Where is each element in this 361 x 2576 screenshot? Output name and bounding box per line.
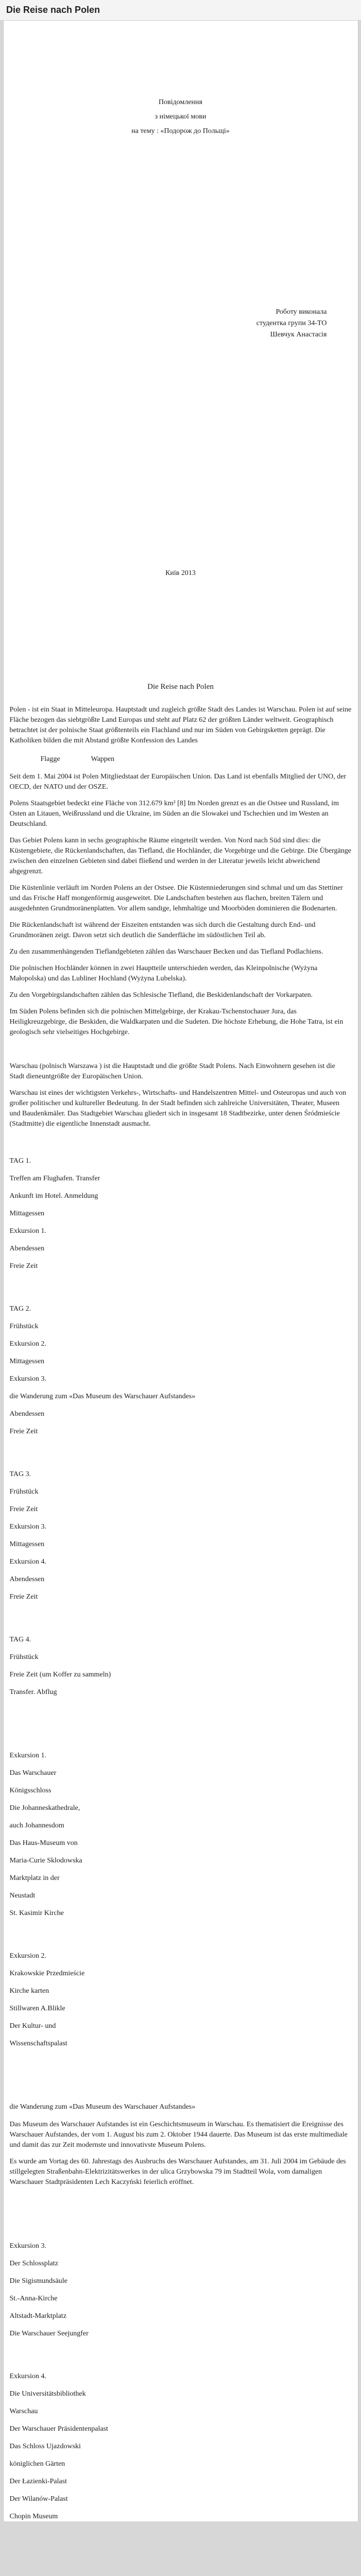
- excursion-stop: Die Johanneskathedrale,: [9, 1804, 80, 1812]
- excursion-stop: Der Kultur- und: [9, 2022, 56, 2030]
- body-paragraph: Warschau (polnisch Warszawa ) ist die Hauptstadt und die größte Stadt Polens. Nach Einwohnern gesehen ist die Stadt dieneuntgrößte der Europäischen Union.: [9, 1062, 335, 1080]
- excursion-stop: Stillwaren A.Blikle: [9, 2005, 65, 2012]
- itinerary-item: Frühstück: [9, 1653, 39, 1661]
- excursion-stop: Der Warschauer Präsidentenpalast: [9, 2425, 108, 2433]
- museum-title: die Wanderung zum «Das Museum des Warschauer Aufstandes»: [9, 2103, 196, 2111]
- itinerary-item: Exkursion 3.: [9, 1375, 47, 1383]
- excursion-stop: Wissenschaftspalast: [9, 2040, 67, 2047]
- excursion-stop: Der Schlossplatz: [9, 2260, 58, 2267]
- itinerary-item: Freie Zeit: [9, 1593, 38, 1601]
- body-paragraph: Das Gebiet Polens kann in sechs geographische Räume eingeteilt werden. Von Nord nach Süd sind dies: die Küstengebiete, die Rückenlandschaften, das Tiefland, die Hochländer, die Vorgebirge und die Gebirge. Die Übergänge zwischen den einzelnen Gebieten sind dabei fließend und werden in der Literatur jeweils leicht abweichend abgegrenzt.: [9, 837, 351, 875]
- excursion: [10, 2241, 352, 2338]
- excursion-stop: Neustadt: [9, 1892, 36, 1900]
- excursion-stop: Die Universitätsbibliothek: [9, 2390, 86, 2398]
- flag-coat-of-arms-labels: [10, 754, 352, 765]
- excursion-stop: Die Sigismundsäule: [9, 2277, 67, 2285]
- excursion-stop: Krakowskie Przedmieście: [9, 1970, 85, 1977]
- itinerary-item: Mittagessen: [9, 1210, 45, 1217]
- itinerary-day-heading: TAG 1.: [9, 1157, 31, 1165]
- body-paragraph: Die Küstenlinie verläuft im Norden Polens an der Ostsee. Die Küstenniederungen sind schmal und um das Stettiner und das Frische Haff mongenförmig ausgeweitet. Die Landschaften bestehen aus flachen, breiten Tälern und ausgedehnten Grundmoränenplatten. Vor allem sandige, lehmhaltige und Moorböden dominieren die Bodenarten.: [9, 884, 343, 912]
- author-line-1: Роботу виконала: [276, 308, 327, 316]
- itinerary-item: Freie Zeit: [9, 1505, 38, 1513]
- itinerary-item: Abendessen: [9, 1410, 45, 1418]
- itinerary-item: Abendessen: [9, 1575, 45, 1583]
- itinerary-item: die Wanderung zum «Das Museum des Warschauer Aufstandes»: [9, 1393, 196, 1400]
- coat-of-arms-label: Wappen: [91, 755, 115, 763]
- itinerary-item: Freie Zeit: [9, 1428, 38, 1435]
- author-line-2: студентка групи 34-ТО: [256, 319, 327, 327]
- excursion-heading: Exkursion 2.: [9, 1952, 47, 1960]
- excursion-stop: St.-Anna-Kirche: [9, 2295, 58, 2302]
- body-paragraph: Im Süden Polens befinden sich die polnischen Mittelgebirge, der Krakau-Tschenstochauer Jura, das Heiligkreuzgebirge, die Beskiden, die Waldkarpaten und die Sudeten. Die höchste Erhebung, die Hohe Tatra, ist ein geologisch sehr vielseitiges Hochgebirge.: [9, 1008, 343, 1036]
- itinerary-item: Exkursion 3.: [9, 1523, 47, 1531]
- report-topic: на тему : «Подорож до Польщі»: [131, 127, 230, 135]
- excursion-stop: Warschau: [9, 2408, 38, 2415]
- itinerary-item: Exkursion 1.: [9, 1227, 47, 1235]
- excursion-list-late: [10, 2241, 352, 2521]
- body-paragraph: Polens Staatsgebiet bedeckt eine Fläche von 312.679 km² [8] Im Norden grenzt es an die Ostsee und Russland, im Osten an Litauen, Weißrussland und die Ukraine, im Süden an die Slowakei und Tschechien und im Westen an Deutschland.: [9, 800, 339, 828]
- document-content: [4, 590, 358, 2521]
- itinerary-day: [10, 1469, 352, 1602]
- intro-paragraph: Polen - ist ein Staat in Mitteleuropa. Hauptstadt und zugleich größte Stadt des Landes ist Warschau. Polen ist auf seine Fläche bezogen das siebtgrößte Land Europas und steht auf Platz 62 der größten Länder weltweit. Geographisch betrachtet ist der polnische Staat größtenteils ein Flachland und nur im Süden von Gebirgsketten geprägt. Die Katholiken bilden die mit Abstand größte Konfession des Landes: [9, 706, 352, 744]
- itinerary-item: Mittagessen: [9, 1358, 45, 1365]
- excursion-stop: Marktplatz in der: [9, 1874, 60, 1882]
- title-page: [4, 21, 358, 590]
- itinerary-item: Ankunft im Hotel. Anmeldung: [9, 1192, 98, 1200]
- body-paragraph: Zu den zusammenhängenden Tieflandgebieten zählen das Warschauer Becken und das Tiefland Podlachiens.: [9, 948, 323, 956]
- itinerary-day-heading: TAG 2.: [9, 1305, 31, 1313]
- city-year: Київ 2013: [165, 569, 196, 577]
- itinerary-day: [10, 1304, 352, 1436]
- document-page: [3, 21, 358, 2521]
- document-title: Die Reise nach Polen: [6, 5, 100, 15]
- excursion-stop: Der Wilanów-Palast: [9, 2495, 68, 2503]
- itinerary-item: Freie Zeit: [9, 1262, 38, 1270]
- itinerary-item: Treffen am Flughafen. Transfer: [9, 1175, 100, 1182]
- excursion-stop: Das Schloss Ujazdowski: [9, 2443, 81, 2450]
- excursion-stop: Der Łazienki-Palast: [9, 2478, 67, 2485]
- itinerary-item: Frühstück: [9, 1323, 39, 1330]
- museum-section: [10, 2102, 352, 2188]
- author-line-3: Шевчук Анастасія: [270, 331, 327, 338]
- excursion: [10, 1951, 352, 2048]
- author-block: [256, 307, 327, 341]
- itinerary-day: [10, 1635, 352, 1697]
- body-paragraphs: [10, 772, 352, 1129]
- excursion-stop: Königsschloss: [9, 1787, 51, 1794]
- itinerary-item: Exkursion 4.: [9, 1558, 47, 1566]
- report-language: з німецької мови: [154, 113, 207, 121]
- itinerary-day-heading: TAG 3.: [9, 1470, 31, 1478]
- itinerary-day-heading: TAG 4.: [9, 1636, 31, 1643]
- museum-paragraph-1: Das Museum des Warschauer Aufstandes ist ein Geschichtsmuseum in Warschau. Es thematisiert die Ereignisse des Warschauer Aufstandes, der vom 1. August bis zum 2. Oktober 1944 dauerte. Das Museum ist das erste multimediale und damit das zur Zeit modernste und innovativste Museum Polens.: [9, 2121, 348, 2149]
- section-title: Die Reise nach Polen: [147, 683, 214, 691]
- excursion-heading: Exkursion 3.: [9, 2242, 47, 2250]
- excursion-stop: Altstadt-Marktplatz: [9, 2312, 66, 2320]
- excursion-stop: Das Haus-Museum von: [9, 1839, 78, 1847]
- itinerary-item: Freie Zeit (um Koffer zu sammeln): [9, 1671, 111, 1679]
- excursion-stop: Die Warschauer Seejungfer: [9, 2330, 89, 2337]
- excursion-stop: königlichen Gärten: [9, 2460, 65, 2468]
- body-paragraph: Zu den Vorgebirgslandschaften zählen das Schlesische Tiefland, die Beskidenlandschaft der Vorkarpaten.: [9, 991, 313, 999]
- report-type: Повідомлення: [159, 98, 202, 106]
- museum-paragraph-2: Es wurde am Vortag des 60. Jahrestags des Ausbruchs des Warschauer Aufstandes, am 31. Juli 2004 im Gebäude des stillgelegten Straßenbahn-Elektrizitätswerkes in der ulica Grzybowska 79 im Stadtteil Wola, vom damaligen Warschauer Stadtpräsidenten Lech Kaczyński feierlich eröffnet.: [9, 2158, 346, 2186]
- excursion-stop: St. Kasimir Kirche: [9, 1909, 64, 1917]
- body-paragraph: Die polnischen Hochländer können in zwei Hauptteile unterschieden werden, das Kleinpolnische (Wyżyna Małopolska) und das Lubliner Hochland (Wyżyna Lubelska).: [9, 964, 318, 982]
- itinerary-item: Exkursion 2.: [9, 1340, 47, 1348]
- excursion-stop: auch Johannesdom: [9, 1822, 64, 1829]
- document-title-bar: [0, 0, 361, 21]
- flag-label: Flagge: [40, 755, 60, 763]
- itinerary-item: Frühstück: [9, 1488, 39, 1496]
- excursion-stop: Das Warschauer: [9, 1769, 57, 1777]
- body-paragraph: Seit dem 1. Mai 2004 ist Polen Mitgliedstaat der Europäischen Union. Das Land ist ebenfalls Mitglied der UNO, der OECD, der NATO und der OSZE.: [9, 773, 347, 791]
- excursion-list: [10, 1751, 352, 2048]
- excursion-heading: Exkursion 1.: [9, 1752, 47, 1759]
- body-paragraph: Warschau ist eines der wichtigsten Verkehrs-, Wirtschafts- und Handelszentren Mittel- und Osteuropas und auch von großer politischer und kultureller Bedeutung. In der Stadt befinden sich zahlreiche Universitäten, Theater, Museen und Baudenkmäler. Das Stadtgebiet Warschau gliedert sich in insgesamt 18 Stadtbezirke, unter denen Śródmieście (Stadtmitte) die eigentliche Innenstadt ausmacht.: [9, 1089, 347, 1128]
- itinerary-item: Transfer. Abflug: [9, 1688, 57, 1696]
- itinerary-day: [10, 1156, 352, 1271]
- excursion-stop: Chopin Museum: [9, 2513, 58, 2520]
- excursion-stop: Kirche karten: [9, 1987, 49, 1995]
- excursion-heading: Exkursion 4.: [9, 2372, 47, 2380]
- itinerary-days: [10, 1156, 352, 1697]
- excursion: [10, 2371, 352, 2521]
- itinerary-item: Abendessen: [9, 1245, 45, 1252]
- excursion-stop: Maria-Curie Sklodowska: [9, 1857, 82, 1865]
- itinerary-item: Mittagessen: [9, 1540, 45, 1548]
- body-paragraph: Die Rückenlandschaft ist während der Eiszeiten entstanden was sich durch die Gestaltung durch End- und Grundmoränen zeigt. Davon setzt sich deutlich die Sanderfläche im südöstlichen Teil ab.: [9, 921, 316, 939]
- report-heading: [4, 95, 358, 139]
- excursion: [10, 1751, 352, 1918]
